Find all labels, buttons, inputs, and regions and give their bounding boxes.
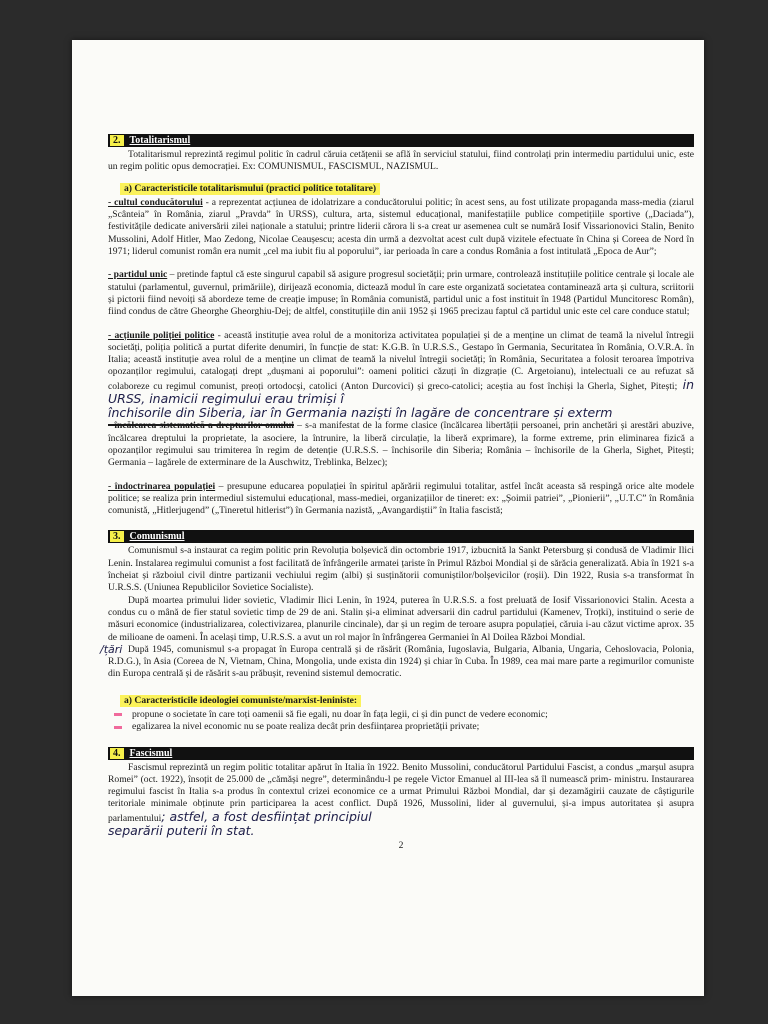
paragraph-drepturi: [108, 420, 694, 469]
section-header-totalitarism: [108, 134, 694, 147]
section-number: 4.: [110, 748, 124, 759]
paragraph-comunism-3: [100, 642, 694, 681]
document-page: [72, 40, 704, 996]
margin-handwritten-note: /țări: [100, 642, 123, 656]
bullet-item: [108, 709, 694, 721]
bullet-text: propune o societate în care toți oamenii să fie egali, nu doar în fața legii, ci și din punct de vedere economic;: [132, 708, 548, 720]
paragraph-indoctrinare: [108, 481, 694, 518]
handwritten-note-siberia: închisorile din Siberia, iar în Germania naziști în lagăre de concentrare și exterm: [108, 405, 613, 421]
section-title: Fascismul: [129, 747, 173, 759]
pink-dash-icon: [114, 713, 122, 716]
paragraph-partid: [108, 269, 694, 318]
bullet-item: [108, 721, 694, 733]
section-header-fascism: [108, 747, 694, 760]
paragraph-comunism-1: Comunismul s-a instaurat ca regim politic prin Revoluția bolșevică din octombrie 1917, izbucnită la Sankt Petersburg și condusă de Vladimir Ilici Lenin. Instalarea regimului comunist a fost facilitată de înfrângerile armatei țariste în Primul Război Mondial și de sărăcia generalizată. Abia în 1921 s-a încheiat și războiul civil dintre partizanii vechiului regim (albi) și susținătorii comuniștilor/bolșevicilor (roșii). Din 1922, Rusia s-a transformat în U.R.S.S. (Uniunea Republicilor Sovietice Socialiste).: [108, 545, 694, 594]
paragraph-politie: [108, 330, 694, 408]
intro-paragraph: Totalitarismul reprezintă regimul politic în cadrul căruia cetățenii se află în serviciul statului, fiind controlați prin intermediu partidului unic, este un regim politic opus democrației. Ex: COMUNISMUL, FASCISMUL, NAZISMUL.: [108, 149, 694, 173]
section-title: Comunismul: [129, 531, 185, 543]
term-cult: - cultul conducătorului: [108, 196, 203, 208]
text-partid: – pretinde faptul că este singurul capabil să asigure progresul societății; prin urmare, controlează instituțiile politice centrale și locale ale statului (parlamentul, guvernul, primăriile), dirijează economia, dictează modul în care este organizată societatea contaminează arta și cultura, scriitorii și pictorii fiind nevoiți să abordeze teme de creație impuse; în România comunistă, partidul unic a fost instituit în 1948 (Partidul Muncitoresc Român), fiind condus de către Gheorghe Gheorghiu-Dej; de altfel, constituțiile din anii 1952 și 1965 precizau faptul că partidul unic este cel care conduce statul;: [108, 269, 694, 318]
term-politie: - acțiunile poliției politice: [108, 329, 215, 341]
section-title: Totalitarismul: [129, 135, 191, 146]
paragraph-fascism: [108, 762, 694, 825]
pink-dash-icon: [114, 726, 122, 729]
term-indoctrinare: - îndoctrinarea populației: [108, 480, 216, 492]
handwritten-note-principle: ; astfel, a fost desființat principiul: [161, 808, 372, 824]
bullet-text: egalizarea la nivel economic nu se poate realiza decât prin desființarea proprietății private;: [132, 721, 480, 733]
text-drepturi: – s-a manifestat de la forme clasice (încălcarea libertății persoanei, prin anchetări și arestări abuzive, încălcarea dreptului la proprietate, la asociere, la întrunire, la liberă circulație, la liberă exprimare), la forme extreme, prin eliminarea fizică a opozanților regimului sau trimiterea în regim de detenție (U.R.S.S. – închisorile din Siberia; România – închisorile de la Gherla, Sighet, Pitești; Germania – lagărele de exterminare de la Auschwitz, Treblinka, Belzec);: [108, 420, 695, 469]
text-comunism-3: După 1945, comunismul s-a propagat în Europa centrală și de răsărit (România, Iugoslavia, Bulgaria, Albania, Ungaria, Cehoslovacia, Polonia, R.D.G.), în Asia (Coreea de N, Vietnam, China, Mongolia, unde exista din 1924) și chiar în Cuba. În 1989, cea mai mare parte a regimurilor comuniste din Europa centrală și de răsărit s-au prăbușit, revenind sistemul democratic.: [108, 643, 694, 680]
handwritten-note-urss: in URSS, inamicii regimului erau trimiși î: [108, 376, 694, 407]
text-fascism: Fascismul reprezintă un regim politic totalitar apărut în Italia în 1922. Benito Mussolini, conducătorul Partidului Fascist, a condus „marșul asupra Romei” (oct. 1922), însoțit de 25.000 de „cămăși negre”, determinându-l pe regele Victor Emanuel al III-lea să îl numească prim- ministru. Instaurarea regimului fascist în Italia s-a produs în contextul crizei economice ce a urmat Primului Război Mondial, dar și dezamăgirii cauzate de câștigurile teritoriale minimale obținute prin participarea la acest conflict. După 1926, Mussolini, lider al guvernului, și-a impus autoritatea și asupra parlamentului: [108, 761, 694, 824]
text-cult: - a reprezentat acțiunea de idolatrizare a conducătorului politic; în acest sens, au fost utilizate propaganda mass-media (ziarul „Scânteia” în România, ziarul „Pravda” în URSS), cultura, arta, sistemul educațional, manifestațiile publice competițiile sportive („Daciada”), festivitățile dedicate aniversării zilei naționale a statului; printre liderii cărora li s-a creat ur asemenea cult se numără Iosif Vissarionovici Stalin, Benito Mussolini, Adolf Hitler, Mao Zedong, Nicolae Ceaușescu; acesta din urmă a dezvoltat acest cult după vizitele efectuate în China și Coreea de Nord în 1971; liderul comunist român era numit „cel ma iubit fiu al poporului”, iar perioada în care a condus România a fost intitulată „Epoca de Aur”;: [108, 196, 694, 258]
paragraph-comunism-2: După moartea primului lider sovietic, Vladimir Ilici Lenin, în 1924, puterea în U.R.S.S. a fost preluată de Iosif Vissarionovici Stalin. Acesta a condus cu o mână de fier statul sovietic timp de 29 de ani. Stalin și-a eliminat adversarii din cadrul partidului (Kamenev, Troțki), instituind o serie de măsuri economice (industrializarea, colectivizarea, planurile cincinale), dar și un regim de teroare asupra populației, căruia i-au căzut victime aprox. 35 de milioane de oameni. În același timp, U.R.S.S. a avut un rol major în înfrângerea Germaniei în Al Doilea Război Mondial.: [108, 594, 694, 643]
subheading-characteristics: a) Caracteristicile totalitarismului (practici politice totalitare): [120, 183, 380, 195]
paragraph-cult: [108, 197, 694, 258]
subheading-ideology: a) Caracteristicile ideologiei comuniste/marxist-leniniste:: [120, 695, 361, 707]
term-drepturi: - încălcarea sistematică a drepturilor omului: [108, 420, 294, 432]
page-number: 2: [398, 840, 404, 852]
section-number: 2.: [110, 135, 124, 146]
section-header-comunism: [108, 530, 694, 543]
text-indoctrinare: – presupune educarea populației în spiritul apărării regimului totalitar, astfel încât aceasta să respingă orice alte modele politice; se realiza prin intermediul sistemului educațional, mass-mediei, organizațiilor de tineret: ex: „Șoimii patriei”, „Pionierii”, „U.T.C” în România comunistă, „Hitlerjugend” („Tineretul hitlerist”) în Germania nazistă, „Avangardiștii” în Italia fascistă;: [108, 480, 694, 517]
handwritten-note-separation: separării puterii în stat.: [108, 823, 255, 839]
section-number: 3.: [110, 531, 124, 542]
text-politie: - această instituție avea rolul de a monitoriza activitatea populației și de a menține un climat de teamă la nivelul întregii societăți, poliția politică a purtat diferite denumiri, în funcție de stat: K.G.B. în U.R.S.S., Gestapo în Germania, Securitatea în România, O.V.R.A. în Italia; această instituție avea rolul de a menține un climat de teamă la nivelul întregii societăți; în România, Securitatea a folosit teroarea împotriva opozanților regimului, catalogați drept „dușmani ai poporului”: oameni politici căzuți în dizgrație (C. Argetoianu), intelectuali ce au refuzat să colaboreze cu regimul comunist, preoți ortodocși, catolici (Anton Durcovici) și greco-catolici; aceștia au fost închiși la Gherla, Sighet, Pitești;: [108, 329, 694, 392]
term-partid: - partidul unic: [108, 269, 168, 281]
document-content: [100, 132, 695, 852]
